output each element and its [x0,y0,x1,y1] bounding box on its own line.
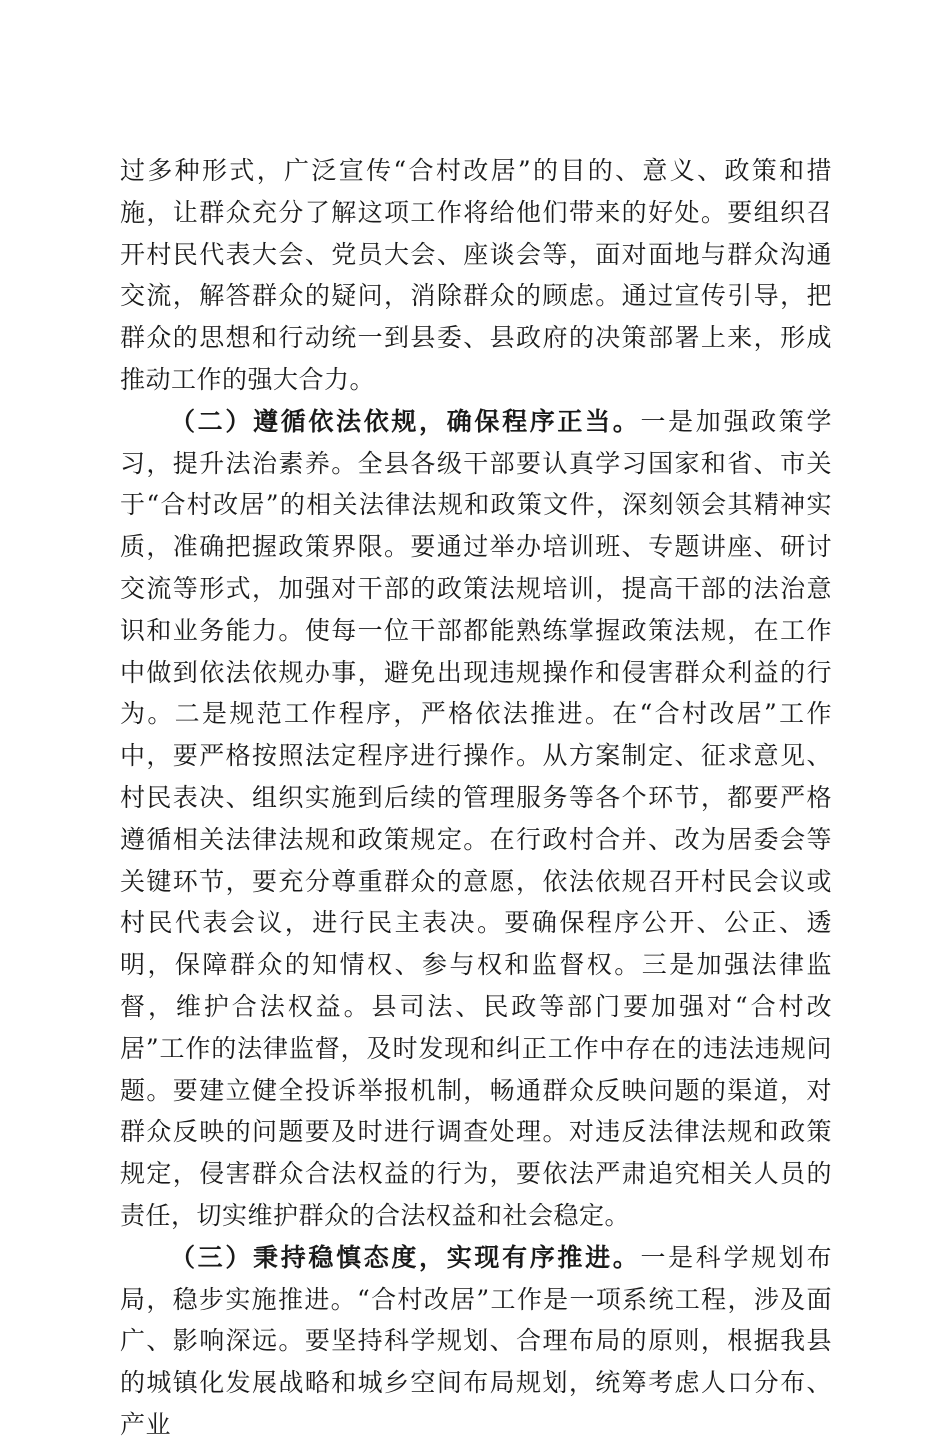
paragraph-body: 过多种形式，广泛宣传“合村改居”的目的、意义、政策和措施，让群众充分了解这项工作将给他们带来的好处。要组织召开村民代表大会、党员大会、座谈会等，面对面地与群众沟通交流，解答群众的疑问，消除群众的顾虑。通过宣传引导，把群众的思想和行动统一到县委、县政府的决策部署上来，形成推动工作的强大合力。 [120,156,832,394]
paragraph-body: 一是加强政策学习，提升法治素养。全县各级干部要认真学习国家和省、市关于“合村改居”的相关法律法规和政策文件，深刻领会其精神实质，准确把握政策界限。要通过举办培训班、专题讲座、研讨交流等形式，加强对干部的政策法规培训，提高干部的法治意识和业务能力。使每一位干部都能熟练掌握政策法规，在工作中做到依法依规办事，避免出现违规操作和侵害群众利益的行为。二是规范工作程序，严格依法推进。在“合村改居”工作中，要严格按照法定程序进行操作。从方案制定、征求意见、村民表决、组织实施到后续的管理服务等各个环节，都要严格遵循相关法律法规和政策规定。在行政村合并、改为居委会等关键环节，要充分尊重群众的意愿，依法依规召开村民会议或村民代表会议，进行民主表决。要确保程序公开、公正、透明，保障群众的知情权、参与权和监督权。三是加强法律监督，维护合法权益。县司法、民政等部门要加强对“合村改居”工作的法律监督，及时发现和纠正工作中存在的违法违规问题。要建立健全投诉举报机制，畅通群众反映问题的渠道，对群众反映的问题要及时进行调查处理。对违反法律法规和政策规定，侵害群众合法权益的行为，要依法严肃追究相关人员的责任，切实维护群众的合法权益和社会稳定。 [120,406,832,1230]
document-body [120,150,832,1446]
section-heading: （三）秉持稳慎态度，实现有序推进。 [170,1242,641,1272]
paragraph-section-3 [120,1237,832,1446]
section-heading: （二）遵循依法依规，确保程序正当。 [170,406,641,436]
paragraph-body: 一是科学规划布局，稳步实施推进。“合村改居”工作是一项系统工程，涉及面广、影响深远。要坚持科学规划、合理布局的原则，根据我县的城镇化发展战略和城乡空间布局规划，统筹考虑人口分布、产业 [120,1242,832,1439]
paragraph-continuation [120,150,832,401]
paragraph-section-2 [120,401,832,1237]
